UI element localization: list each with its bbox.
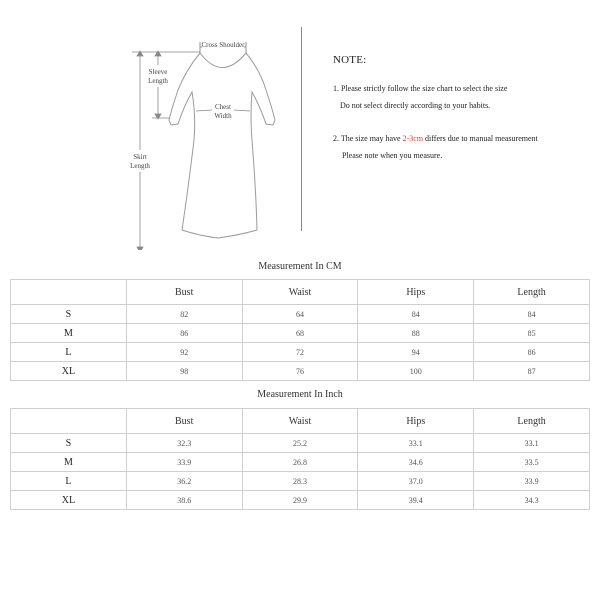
note-item-1-line-2: Do not select directly according to your habits.	[340, 101, 491, 110]
table-cell: 32.3	[126, 434, 242, 453]
sleeve-length-label-1: Sleeve	[148, 68, 168, 76]
header-cell: Waist	[242, 280, 358, 305]
table-row	[11, 362, 590, 381]
table-cell: 86	[474, 343, 590, 362]
table-row	[11, 434, 590, 453]
header-cell: Hips	[358, 280, 474, 305]
table-cell: 39.4	[358, 491, 474, 510]
table-cell: 88	[358, 324, 474, 343]
header-cell: Bust	[126, 280, 242, 305]
cm-size-table	[10, 279, 590, 381]
chest-width-label-2: Width	[214, 112, 232, 120]
note-item-2-highlight: 2-3cm	[402, 134, 424, 143]
table-header-row	[11, 280, 590, 305]
table-cell: 33.5	[474, 453, 590, 472]
table-cell: 72	[242, 343, 358, 362]
table-cell: 98	[126, 362, 242, 381]
inch-size-table	[10, 408, 590, 510]
skirt-length-label-2: Length	[130, 162, 150, 170]
note-item-2-line-1	[333, 133, 593, 144]
header-cell	[11, 280, 127, 305]
table-cell: 82	[126, 305, 242, 324]
table-row	[11, 324, 590, 343]
table-cell: 34.6	[358, 453, 474, 472]
dress-measurement-diagram	[120, 20, 290, 250]
table-cell: 92	[126, 343, 242, 362]
table-row	[11, 305, 590, 324]
table-cell: 25.2	[242, 434, 358, 453]
note-item-2-line-2: Please note when you measure.	[342, 151, 443, 160]
table-cell: 29.9	[242, 491, 358, 510]
table-cell: 33.1	[474, 434, 590, 453]
inch-table-title: Measurement In Inch	[257, 389, 343, 400]
note-item-2-suffix: differs due to manual measurement	[423, 134, 538, 143]
note-item-2-prefix: 2. The size may have	[333, 134, 403, 143]
table-cell: 85	[474, 324, 590, 343]
size-label: L	[11, 472, 127, 491]
table-cell: 26.8	[242, 453, 358, 472]
cross-shoulder-label: Cross Shoulder	[201, 41, 245, 49]
skirt-length-label-1: Skirt	[133, 153, 147, 161]
table-cell: 100	[358, 362, 474, 381]
table-cell: 33.1	[358, 434, 474, 453]
table-cell: 76	[242, 362, 358, 381]
table-row	[11, 491, 590, 510]
size-label: M	[11, 324, 127, 343]
header-cell: Waist	[242, 409, 358, 434]
dress-outline-icon	[120, 20, 290, 250]
table-row	[11, 472, 590, 491]
note-item-1-line-1: 1. Please strictly follow the size chart to select the size	[333, 84, 508, 93]
table-cell: 36.2	[126, 472, 242, 491]
note-section	[333, 54, 593, 161]
header-cell: Bust	[126, 409, 242, 434]
table-cell: 86	[126, 324, 242, 343]
header-cell: Length	[474, 280, 590, 305]
table-cell: 84	[358, 305, 474, 324]
table-row	[11, 453, 590, 472]
header-cell: Length	[474, 409, 590, 434]
table-cell: 87	[474, 362, 590, 381]
table-cell: 84	[474, 305, 590, 324]
table-cell: 64	[242, 305, 358, 324]
table-cell: 33.9	[474, 472, 590, 491]
vertical-divider	[301, 27, 302, 231]
size-label: S	[11, 434, 127, 453]
note-title: NOTE:	[333, 54, 367, 66]
table-row	[11, 343, 590, 362]
size-label: XL	[11, 491, 127, 510]
table-cell: 68	[242, 324, 358, 343]
table-cell: 94	[358, 343, 474, 362]
table-cell: 33.9	[126, 453, 242, 472]
table-cell: 37.0	[358, 472, 474, 491]
size-label: XL	[11, 362, 127, 381]
size-label: L	[11, 343, 127, 362]
size-label: S	[11, 305, 127, 324]
chest-width-label-1: Chest	[215, 103, 231, 111]
header-cell	[11, 409, 127, 434]
size-label: M	[11, 453, 127, 472]
sleeve-length-label-2: Length	[148, 77, 168, 85]
table-cell: 28.3	[242, 472, 358, 491]
table-header-row	[11, 409, 590, 434]
table-cell: 34.3	[474, 491, 590, 510]
table-cell: 38.6	[126, 491, 242, 510]
header-cell: Hips	[358, 409, 474, 434]
cm-table-title: Measurement In CM	[258, 261, 342, 272]
